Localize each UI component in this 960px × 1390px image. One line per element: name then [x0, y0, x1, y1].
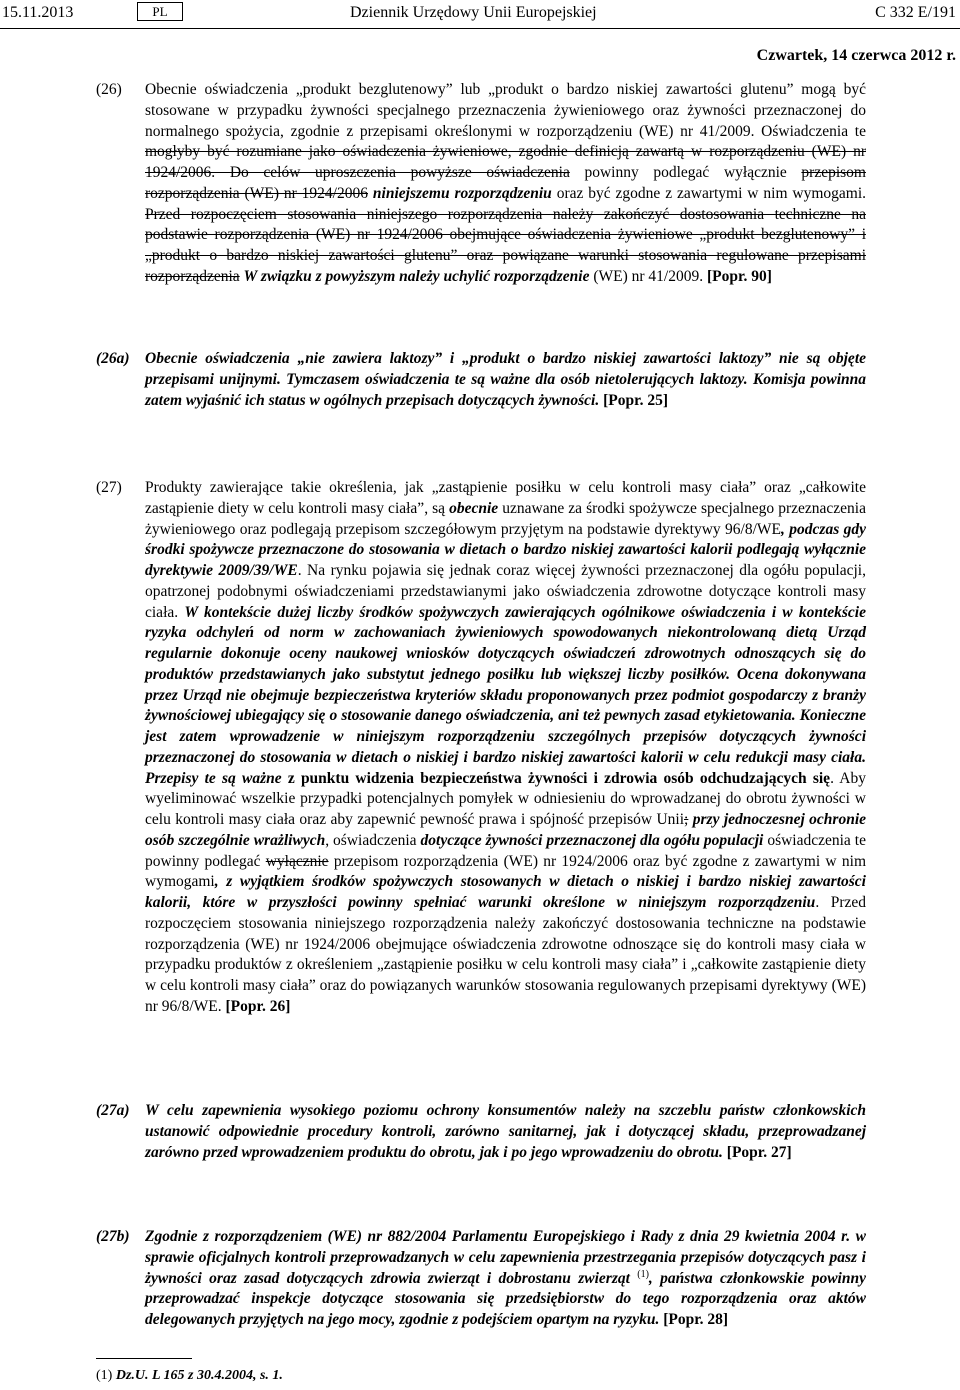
- language-badge: PL: [137, 2, 183, 21]
- amended-text: dotyczące żywności przeznaczonej dla ogółu populacji: [420, 831, 764, 849]
- page-header: [0, 0, 960, 26]
- recital-number: (27): [96, 479, 122, 496]
- amended-text: przy jednoczesnej ochronie osób szczególnie wrażliwych: [145, 811, 866, 849]
- journal-title: Dziennik Urzędowy Unii Europejskiej: [350, 4, 597, 21]
- recital-text: [145, 1227, 866, 1331]
- amendment-ref: z punktu widzenia bezpieczeństwa żywności i zdrowia osób odchudzających się: [281, 769, 831, 787]
- text-run: oświadczenia te powinny podlegać: [145, 831, 866, 870]
- recital-number: (26): [96, 81, 122, 98]
- deleted-text: wyłącznie: [265, 852, 329, 870]
- recital-26: [96, 80, 866, 288]
- text-run: . Na rynku pojawia się jednak coraz więcej żywności przeznaczonej dla ogółu populacji, opatrzonej podobnymi oświadczeniami przedstawianymi jako oświadczenia zdrowotne dotyczące kontroli masy ciała.: [145, 562, 866, 621]
- deleted-text: mogłyby być rozumiane jako oświadczenia żywieniowe, zgodnie definicją zawartą w rozporządzeniu (WE) nr 1924/2006. Do celów uproszczenia powyższe oświadczenia: [145, 143, 866, 181]
- session-date: Czwartek, 14 czerwca 2012 r.: [756, 47, 956, 64]
- amendment-ref: [Popr. 90]: [706, 267, 772, 285]
- recital-text: [145, 1101, 866, 1163]
- text-run: uznawane za środki spożywcze specjalnego przeznaczenia żywieniowego oraz podlegają przepisom szczegółowym przyjętym na podstawie dyrektywy 96/8/WE: [145, 499, 866, 538]
- recital-text: [145, 80, 866, 288]
- deleted-text: przepisom rozporządzenia (WE) nr 1924/2006: [145, 164, 866, 202]
- amended-text: W związku z powyższym należy uchylić rozporządzenie: [243, 267, 590, 285]
- recital-text: [145, 478, 866, 1018]
- text-run: przepisom rozporządzenia (WE) nr 1924/2006 oraz być zgodne z zawartymi w nim wymogami: [145, 852, 866, 891]
- footnote-ref: (1): [637, 1268, 649, 1280]
- text-run: powinny podlegać wyłącznie: [569, 164, 802, 181]
- text-run: (WE) nr 41/2009.: [589, 267, 707, 285]
- footnote-marker: (1): [96, 1368, 113, 1383]
- amended-text: Obecnie oświadczenia „nie zawiera laktozy” i „produkt o bardzo niskiej zawartości laktozy” nie są objęte przepisami unijnymi. Tymczasem oświadczenia te są ważne dla osób nietolerujących laktozy. Komisja powinna zatem wyjaśnić ich status w ogólnych przepisach dotyczących żywności.: [145, 350, 866, 409]
- amended-text: Zgodnie z rozporządzeniem (WE) nr 882/2004 Parlamentu Europejskiego i Rady z dnia 29 kwietnia 2004 r. w sprawie oficjalnych kontroli przeprowadzanych w celu zapewnienia przestrzegania przepisów dotyczących pasz i żywności oraz zasad dotyczących zdrowia zwierząt i dobrostanu zwierząt: [145, 1228, 866, 1287]
- amendment-ref: [Popr. 26]: [225, 997, 291, 1015]
- text-run: oraz być zgodne z zawartymi w nim wymogami.: [551, 184, 867, 202]
- amended-text: W kontekście dużej liczby środków spożywczych zawierających ogólnikowe oświadczenia i w kontekście ryzyka odchyleń od norm w zachowaniach żywieniowych spowodowanych niekontrolowaną dietą Urząd regularnie dokonuje oceny naukowej wniosków dotyczących oświadczeń zdrowotnych odnoszących się do produktów przedstawianych jako substytut jednego posiłku lub większej liczby posiłków. Ocena dokonywana przez Urząd nie obejmuje bezpieczeństwa kryteriów składu proponowanych przez podmiot gospodarczy z branży żywnościowej ubiegający się o stosowanie danego oświadczenia, ani też pewnych zasad etykietowania. Konieczne jest zatem wprowadzenie w niniejszym rozporządzeniu szczególnych przepisów dotyczących żywności przeznaczonej do stosowania w dietach o niskiej i bardzo niskiej zawartości kalorii w celu redukcji masy ciała. Przepisy te są ważne: [145, 603, 866, 787]
- amendment-ref: [Popr. 25]: [603, 391, 668, 409]
- footnote-text: Dz.U. L 165 z 30.4.2004, s. 1.: [115, 1368, 283, 1383]
- amended-text: niniejszemu rozporządzeniu: [372, 184, 552, 202]
- publication-date: 15.11.2013: [2, 4, 74, 21]
- text-run: , oświadczenia: [325, 831, 421, 849]
- amendment-ref: [Popr. 28]: [663, 1311, 729, 1328]
- footnote-divider: [96, 1358, 192, 1359]
- amended-text: , z wyjątkiem środków spożywczych stosowanych w dietach o niskiej i bardzo niskiej zawartości kalorii, które w przyszłości powinny spełniać warunki określone w niniejszym rozporządzeniu: [145, 873, 866, 911]
- deleted-text: ;: [684, 811, 689, 828]
- amended-text: obecnie: [449, 499, 499, 517]
- recital-number: (27b): [96, 1228, 130, 1245]
- text-run: . Aby wyeliminować wszelkie przypadki potencjalnych pomyłek w odniesieniu do wprowadzanej do obrotu żywności w celu kontroli masy ciała oraz aby zapewnić pewność prawa i spójność przepisów Unii: [145, 769, 866, 828]
- journal-reference: C 332 E/191: [875, 4, 956, 21]
- recital-26a: [96, 349, 866, 411]
- recital-number: (27a): [96, 1102, 130, 1119]
- recital-27b: [96, 1227, 866, 1331]
- text-run: Produkty zawierające takie określenia, jak „zastąpienie posiłku w celu kontroli masy ciała” oraz „całkowite zastąpienie diety w celu kontroli masy ciała”, są: [145, 479, 866, 517]
- amended-text: , państwa członkowskie powinny przeprowadzać inspekcje dotyczące stosowania się przedsiębiorstw do tego rozporządzenia oraz aktów delegowanych przyjętych na jego mocy, zgodnie z podejściem opartym na ryzyku.: [145, 1269, 866, 1328]
- amended-text: W celu zapewnienia wysokiego poziomu ochrony konsumentów należy na szczeblu państw członkowskich ustanowić odpowiednie procedury kontroli, zarówno sanitarnej, jak i dotyczącej składu, przeprowadzanej zarówno przed wprowadzeniem produktu do obrotu, jak i po jego wprowadzeniu do obrotu.: [145, 1102, 866, 1161]
- deleted-text: Przed rozpoczęciem stosowania niniejszego rozporządzenia należy zakończyć dostosowania techniczne na podstawie rozporządzenia (WE) nr 1924/2006 obejmujące oświadczenia żywieniowe „produkt bezglutenowy” i „produkt o bardzo niskiej zawartości glutenu” oraz powiązane warunki stosowania regulowane przepisami rozporządzenia: [145, 205, 866, 285]
- amended-text: , podczas gdy środki spożywcze przeznaczone do stosowania w dietach o bardzo niskiej zawartości kalorii podlegają wyłącznie dyrektywie 2009/39/WE: [145, 520, 866, 579]
- recital-number: (26a): [96, 350, 130, 367]
- text-run: Obecnie oświadczenia „produkt bezglutenowy” lub „produkt o bardzo niskiej zawartości glutenu” mogą być stosowane w przypadku żywności specjalnego przeznaczenia żywieniowego oraz żywności przeznaczonej do normalnego spożycia, zgodnie z przepisami określonymi w rozporządzeniu (WE) nr 41/2009. Oświadczenia te: [145, 81, 866, 140]
- amendment-ref: [Popr. 27]: [726, 1143, 792, 1161]
- header-divider: [0, 28, 960, 29]
- recital-27: [96, 478, 866, 1018]
- recital-27a: [96, 1101, 866, 1163]
- footnote: [96, 1368, 283, 1384]
- recital-text: [145, 349, 866, 411]
- text-run: . Przed rozpoczęciem stosowania niniejszego rozporządzenia należy zakończyć dostosowania techniczne na podstawie rozporządzenia (WE) nr 1924/2006 obejmujące oświadczenia zdrowotne odnoszące się do kontroli masy ciała w przypadku produktów z określeniem „zastąpienie posiłku w celu kontroli masy ciała” i „całkowite zastąpienie diety w celu kontroli masy ciała” oraz do powiązanych warunków stosowania regulowanych przepisami dyrektywy (WE) nr 96/8/WE.: [145, 894, 867, 1015]
